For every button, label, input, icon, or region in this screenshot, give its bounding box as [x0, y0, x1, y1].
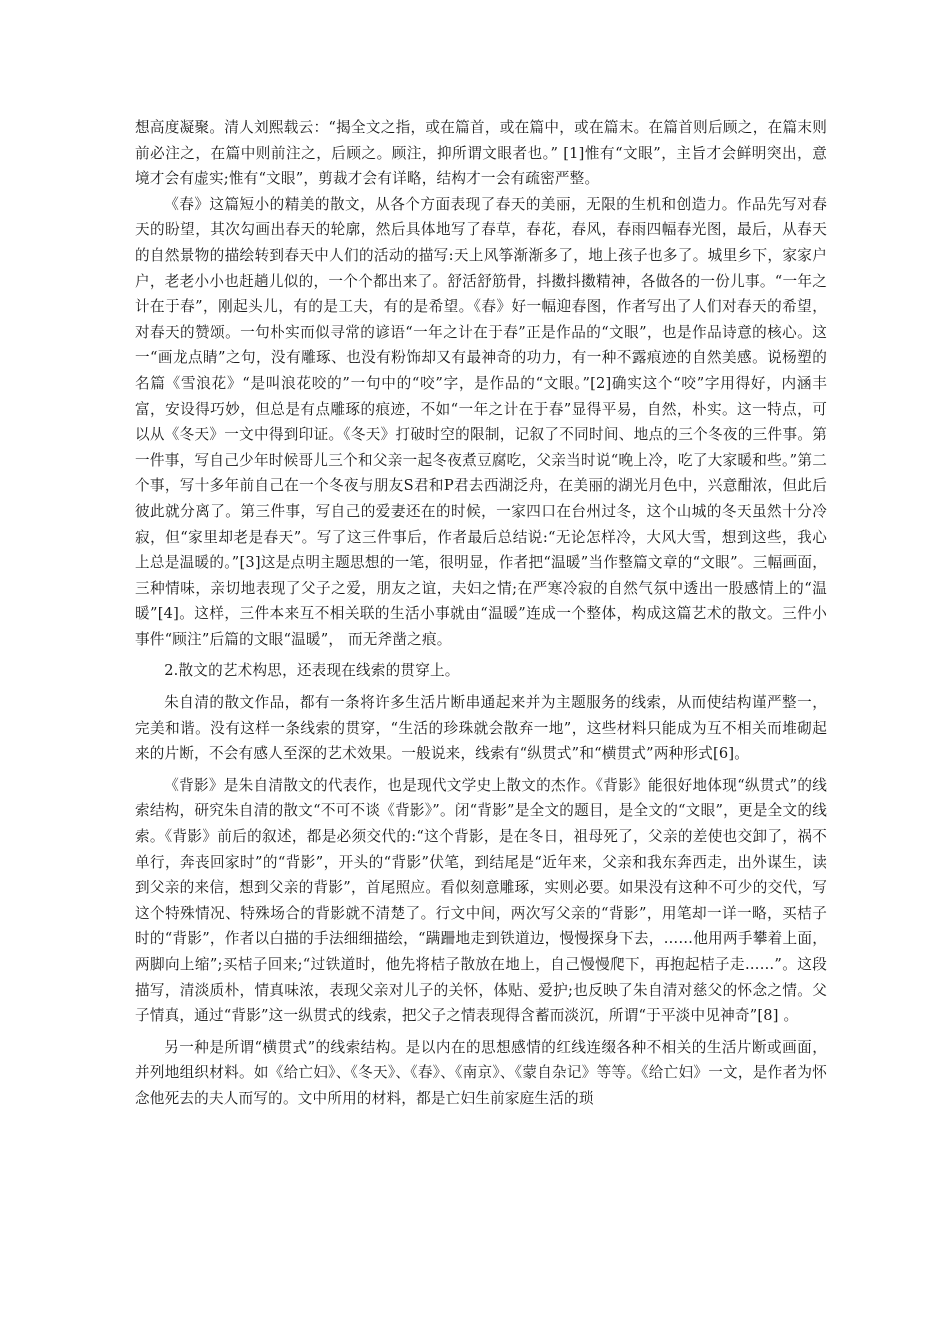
paragraph-chun-analysis: 《春》这篇短小的精美的散文，从各个方面表现了春天的美丽，无限的生机和创造力。作品先写对春天的盼望，其次勾画出春天的轮廓，然后具体地写了春草，春花，春风，春雨四幅春光图，最后，从春天的自然景物的描绘转到春天中人们的活动的描写:天上风筝渐渐多了，地上孩子也多了。城里乡下，家家户户，老老小小也赶趟儿似的，一个个都出来了。舒活舒筋骨，抖擞抖擞精神，各做各的一份儿事。“一年之计在于春”，刚起头儿，有的是工夫，有的是希望。《春》好一幅迎春图，作者写出了人们对春天的希望，对春天的赞颂。一句朴实而似寻常的谚语“一年之计在于春”正是作品的“文眼”，也是作品诗意的核心。这一“画龙点睛”之句，没有雕琢、也没有粉饰却又有最神奇的功力，有一种不露痕迹的自然美感。说杨塑的名篇《雪浪花》“是叫浪花咬的”一句中的“咬”字，是作品的“文眼。”[2]确实这个“咬”字用得好，内涵丰富，安设得巧妙，但总是有点雕琢的痕迹，不如“一年之计在于春”显得平易，自然，朴实。这一特点，可以从《冬天》一文中得到印证。《冬天》打破时空的限制，记叙了不同时间、地点的三个冬夜的三件事。第一件事，写自己少年时候哥儿三个和父亲一起冬夜煮豆腐吃，父亲当时说“晚上冷，吃了大家暖和些。”第二个事，写十多年前自己在一个冬夜与朋友S君和P君去西湖泛舟，在美丽的湖光月色中，兴意酣浓，但此后彼此就分离了。第三件事，写自己的爱妻还在的时候，一家四口在台州过冬，这个山城的冬天虽然十分冷寂，但“家里却老是春天”。写了这三件事后，作者最后总结说:“无论怎样冷，大风大雪，想到这些，我心上总是温暖的。”[3]这是点明主题思想的一笔，很明显，作者把“温暖”当作整篇文章的“文眼”。三幅画面，三种情味，亲切地表现了父子之爱，朋友之谊，夫妇之情;在严寒冷寂的自然气氛中透出一股感情上的“温暖”[4]。这样，三件本来互不相关联的生活小事就由“温暖”连成一个整体，构成这篇艺术的散文。三件小事件“顾注”后篇的文眼“温暖”， 而无斧凿之痕。 — [135, 195, 827, 648]
paragraph-clue-intro: 朱自清的散文作品，都有一条将许多生活片断串通起来并为主题服务的线索，从而使结构谨严整一，完美和谐。没有这样一条线索的贯穿，“生活的珍珠就会散弃一地”，这些材料只能成为互不相关而堆砌起来的片断，不会有感人至深的艺术效果。一般说来，线索有“纵贯式”和“横贯式”两种形式[6]。 — [135, 694, 827, 763]
paragraph-beiying-analysis: 《背影》是朱自清散文的代表作，也是现代文学史上散文的杰作。《背影》能很好地体现“纵贯式”的线索结构，研究朱自清的散文“不可不谈《背影》”。闭“背影”是全文的题目，是全文的“文眼”，更是全文的线索。《背影》前后的叙述，都是必须交代的:“这个背影，是在冬日，祖母死了，父亲的差使也交卸了，祸不单行，奔丧回家时”的“背影”，开头的“背影”伏笔，到结尾是“近年来，父亲和我东奔西走，出外谋生，读到父亲的来信，想到父亲的背影”，首尾照应。看似刻意雕琢，实则必要。如果没有这种不可少的交代，写这个特殊情况、特殊场合的背影就不清楚了。行文中间，两次写父亲的“背影”，用笔却一详一略，买桔子时的“背影”，作者以白描的手法细细描绘，“蹒跚地走到铁道边，慢慢探身下去，……他用两手攀着上面，两脚向上缩”;买桔子回来;“过铁道时，他先将桔子散放在地上，自己慢慢爬下，再抱起桔子走……”。这段描写，清淡质朴，情真味浓，表现父亲对儿子的关怀，体贴、爱护;也反映了朱自清对慈父的怀念之情。父子情真，通过“背影”这一纵贯式的线索，把父子之情表现得含蓄而淡沉，所谓“于平淡中见神奇”[8] 。 — [135, 776, 827, 1025]
paragraph-horizontal-clue: 另一种是所谓“横贯式”的线索结构。是以内在的思想感情的红线连缀各种不相关的生活片断或画面，并列地组织材料。如《给亡妇》、《冬天》、《春》、《南京》、《蒙自杂记》等等。《给亡妇》一文，是作者为怀念他死去的夫人而写的。文中所用的材料，都是亡妇生前家庭生活的琐 — [135, 1038, 827, 1107]
document-page — [135, 115, 827, 1112]
section-heading-clue: 2.散文的艺术构思，还表现在线索的贯穿上。 — [164, 662, 460, 680]
paragraph-wenyan-continuation: 想高度凝聚。清人刘熙载云：“揭全文之指，或在篇首，或在篇中，或在篇末。在篇首则后顾之，在篇末则前必注之，在篇中则前注之，后顾之。顾注，抑所谓文眼者也。” [1]惟有“文眼”，主旨才会鲜明突出，意境才会有虚实;惟有“文眼”，剪裁才会有详略，结构才一会有疏密严整。 — [135, 119, 827, 188]
